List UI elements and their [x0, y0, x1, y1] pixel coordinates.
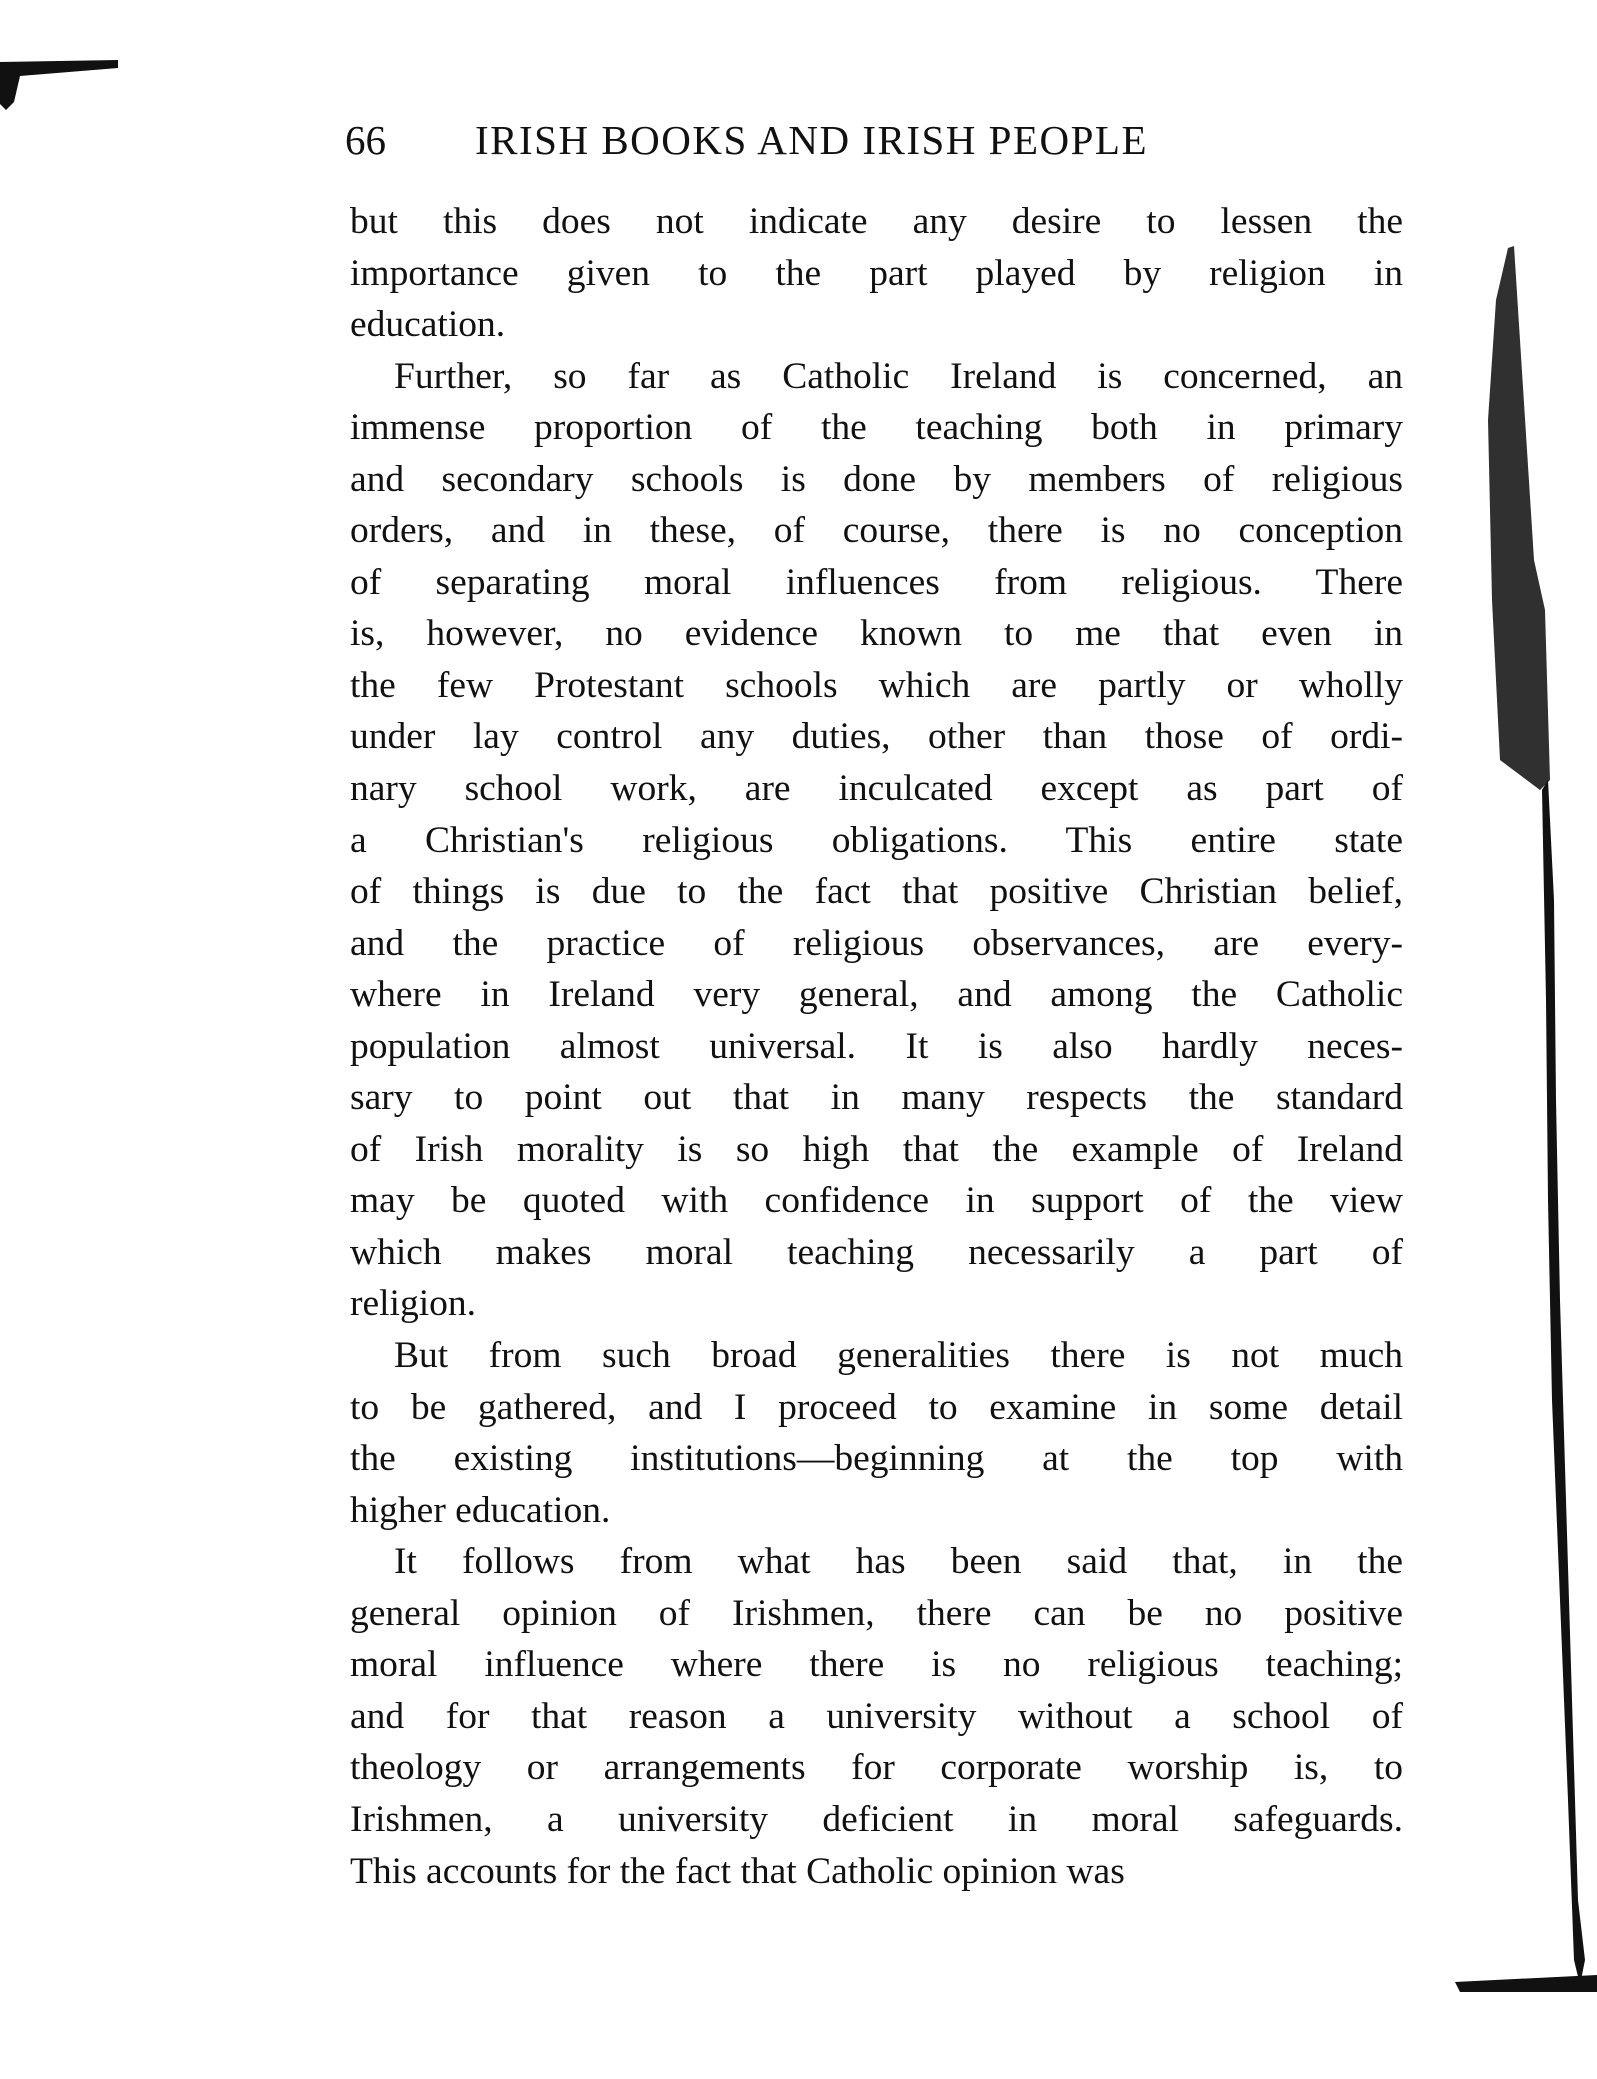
paragraph: [350, 1330, 1403, 1536]
text-line: and the practice of religious observances, are every-: [350, 922, 1403, 964]
text-line: the few Protestant schools which are partly or wholly: [350, 664, 1403, 706]
text-line: under lay control any duties, other than those of ordi-: [350, 716, 1403, 758]
text-line: higher education.: [350, 1489, 611, 1531]
text-line: where in Ireland very general, and among the Catholic: [350, 974, 1403, 1016]
text-line: sary to point out that in many respects the standard: [350, 1077, 1403, 1119]
body-text: [350, 196, 1403, 1897]
running-title: IRISH BOOKS AND IRISH PEOPLE: [475, 117, 1149, 163]
page-edge-shadow: [1488, 246, 1550, 790]
text-line: a Christian's religious obligations. This entire state: [350, 819, 1403, 861]
bottom-smudge: [1455, 1975, 1597, 1992]
text-line: may be quoted with confidence in support of the view: [350, 1180, 1403, 1222]
text-line: orders, and in these, of course, there is no conception: [350, 510, 1403, 552]
text-line: of separating moral influences from religious. There: [350, 561, 1403, 603]
text-line: This accounts for the fact that Catholic opinion was: [350, 1850, 1125, 1892]
text-line: population almost universal. It is also hardly neces-: [350, 1025, 1403, 1067]
running-header: [345, 112, 1285, 168]
text-line: Further, so far as Catholic Ireland is concerned, an: [394, 355, 1403, 397]
page-edge-line: [1542, 780, 1585, 1985]
text-line: importance given to the part played by religion in: [350, 252, 1403, 294]
text-line: of Irish morality is so high that the example of Ireland: [350, 1128, 1403, 1170]
page-number: 66: [345, 117, 386, 163]
text-line: nary school work, are inculcated except as part of: [350, 768, 1403, 810]
text-line: of things is due to the fact that positive Christian belief,: [350, 871, 1403, 913]
text-line: general opinion of Irishmen, there can be no positive: [350, 1592, 1403, 1634]
text-line: But from such broad generalities there is not much: [394, 1335, 1403, 1377]
text-line: Irishmen, a university deficient in moral safeguards.: [350, 1798, 1403, 1840]
text-line: religion.: [350, 1283, 477, 1325]
paragraph: [350, 351, 1403, 1330]
text-line: but this does not indicate any desire to lessen the: [350, 201, 1403, 242]
text-line: and for that reason a university without a school of: [350, 1695, 1403, 1737]
text-line: education.: [350, 304, 506, 346]
text-line: which makes moral teaching necessarily a part of: [350, 1231, 1403, 1273]
text-line: is, however, no evidence known to me that even in: [350, 613, 1403, 655]
text-line: immense proportion of the teaching both in primary: [350, 407, 1403, 449]
corner-mark: [0, 60, 118, 110]
paragraph: [350, 1536, 1403, 1897]
paragraph: [350, 196, 1403, 351]
text-line: It follows from what has been said that, in the: [394, 1541, 1403, 1583]
text-line: moral influence where there is no religious teaching;: [350, 1644, 1403, 1686]
text-line: theology or arrangements for corporate worship is, to: [350, 1747, 1403, 1789]
text-line: the existing institutions—beginning at the top with: [350, 1438, 1403, 1480]
text-line: to be gathered, and I proceed to examine in some detail: [350, 1386, 1403, 1428]
text-line: and secondary schools is done by members of religious: [350, 458, 1403, 500]
